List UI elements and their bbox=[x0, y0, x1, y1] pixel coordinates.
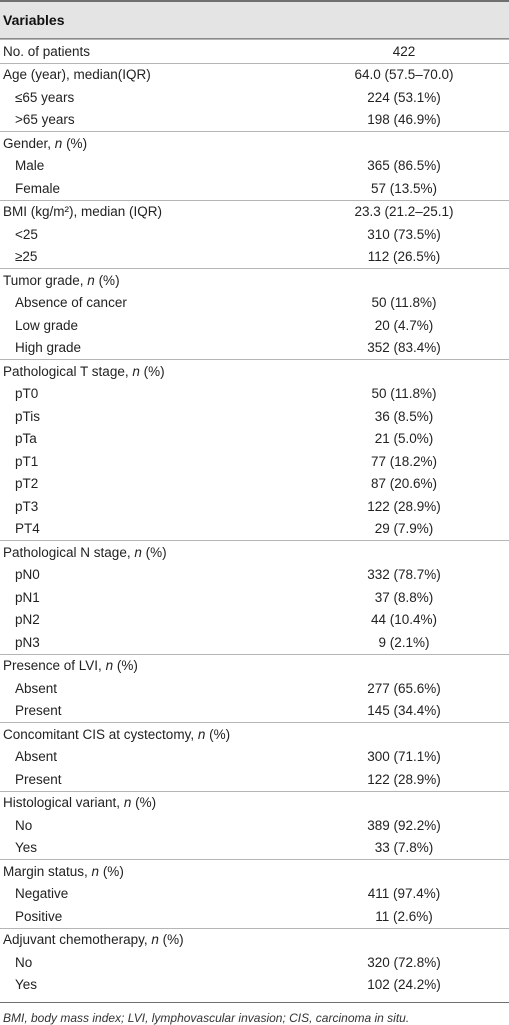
table-footnote: BMI, body mass index; LVI, lymphovascular invasion; CIS, carcinoma in situ. bbox=[3, 1011, 410, 1025]
table-row bbox=[0, 86, 509, 109]
table-header bbox=[0, 2, 509, 39]
row-value: 29 (7.9%) bbox=[374, 521, 434, 537]
row-label: No. of patients bbox=[3, 43, 91, 59]
row-value: 102 (24.2%) bbox=[367, 977, 441, 993]
category-row bbox=[0, 200, 509, 224]
row-label: pT2 bbox=[15, 476, 39, 492]
row-value: 198 (46.9%) bbox=[367, 112, 441, 128]
row-value: 145 (34.4%) bbox=[367, 703, 441, 719]
row-value: 122 (28.9%) bbox=[367, 771, 441, 787]
row-value: 122 (28.9%) bbox=[367, 498, 441, 514]
row-label: >65 years bbox=[15, 112, 75, 128]
row-value: 57 (13.5%) bbox=[370, 180, 438, 196]
row-label: ≥25 bbox=[15, 249, 38, 265]
row-label: Yes bbox=[15, 977, 38, 993]
row-label: pTa bbox=[15, 431, 37, 447]
row-value: 9 (2.1%) bbox=[378, 634, 430, 650]
row-value: 300 (71.1%) bbox=[367, 749, 441, 765]
row-value: 44 (10.4%) bbox=[370, 612, 438, 628]
row-value: 37 (8.8%) bbox=[374, 589, 434, 605]
row-label: pN0 bbox=[15, 567, 40, 583]
row-label: Histological variant, n (%) bbox=[3, 795, 157, 811]
table-row bbox=[0, 450, 509, 473]
row-value: 389 (92.2%) bbox=[367, 817, 441, 833]
row-label: pN3 bbox=[15, 634, 40, 650]
row-label: Presence of LVI, n (%) bbox=[3, 658, 138, 674]
table-row bbox=[0, 631, 509, 654]
row-label: High grade bbox=[15, 340, 82, 356]
row-label: Absence of cancer bbox=[15, 295, 127, 311]
row-value: 411 (97.4%) bbox=[367, 886, 441, 902]
table-row bbox=[0, 405, 509, 428]
category-row bbox=[0, 63, 509, 87]
row-value: 20 (4.7%) bbox=[374, 317, 434, 333]
row-label: pN1 bbox=[15, 589, 40, 605]
table-row bbox=[0, 564, 509, 587]
table-row bbox=[0, 883, 509, 906]
table-body bbox=[0, 39, 509, 996]
table-row bbox=[0, 586, 509, 609]
row-value: 277 (65.6%) bbox=[367, 680, 441, 696]
table-row bbox=[0, 428, 509, 451]
table-row bbox=[0, 223, 509, 246]
row-label: Female bbox=[15, 180, 61, 196]
table-row bbox=[0, 383, 509, 406]
category-row bbox=[0, 359, 509, 383]
table-row bbox=[0, 746, 509, 769]
category-row bbox=[0, 722, 509, 746]
category-row bbox=[0, 791, 509, 815]
row-value: 50 (11.8%) bbox=[371, 295, 437, 311]
row-label: Pathological N stage, n (%) bbox=[3, 544, 167, 560]
row-value: 50 (11.8%) bbox=[371, 386, 437, 402]
row-label: BMI (kg/m²), median (IQR) bbox=[3, 204, 163, 220]
row-label: Present bbox=[15, 703, 62, 719]
table-row bbox=[0, 905, 509, 928]
row-label: Negative bbox=[15, 886, 69, 902]
category-row bbox=[0, 131, 509, 155]
row-value: 320 (72.8%) bbox=[367, 954, 441, 970]
row-label: Pathological T stage, n (%) bbox=[3, 363, 165, 379]
row-value: 365 (86.5%) bbox=[367, 158, 441, 174]
row-label: No bbox=[15, 954, 33, 970]
row-label: Tumor grade, n (%) bbox=[3, 272, 120, 288]
row-label: Absent bbox=[15, 680, 58, 696]
table-row bbox=[0, 246, 509, 269]
row-value: 352 (83.4%) bbox=[367, 340, 441, 356]
table-row bbox=[0, 314, 509, 337]
table-row bbox=[0, 495, 509, 518]
row-label: Adjuvant chemotherapy, n (%) bbox=[3, 932, 184, 948]
row-label: pTis bbox=[15, 408, 41, 424]
row-label: <25 bbox=[15, 226, 38, 242]
table-row bbox=[0, 837, 509, 860]
category-row bbox=[0, 654, 509, 678]
table-row bbox=[0, 768, 509, 791]
row-label: Yes bbox=[15, 840, 38, 856]
row-value: 310 (73.5%) bbox=[367, 226, 441, 242]
row-label: No bbox=[15, 817, 33, 833]
row-value: 36 (8.5%) bbox=[374, 408, 434, 424]
table-row bbox=[0, 155, 509, 178]
table-row bbox=[0, 677, 509, 700]
table-row bbox=[0, 700, 509, 723]
row-label: Age (year), median(IQR) bbox=[3, 67, 151, 83]
row-value: 23.3 (21.2–25.1) bbox=[354, 204, 454, 220]
category-row bbox=[0, 540, 509, 564]
row-label: Concomitant CIS at cystectomy, n (%) bbox=[3, 726, 231, 742]
row-value: 332 (78.7%) bbox=[367, 567, 441, 583]
row-label: ≤65 years bbox=[15, 89, 75, 105]
category-row bbox=[0, 39, 509, 63]
row-label: Positive bbox=[15, 908, 63, 924]
table-row bbox=[0, 518, 509, 541]
table-row bbox=[0, 609, 509, 632]
row-value: 64.0 (57.5–70.0) bbox=[354, 67, 454, 83]
category-row bbox=[0, 268, 509, 292]
row-label: Male bbox=[15, 158, 45, 174]
table-row bbox=[0, 177, 509, 200]
row-value: 112 (26.5%) bbox=[367, 249, 441, 265]
row-label: pT3 bbox=[15, 498, 39, 514]
row-label: Margin status, n (%) bbox=[3, 863, 124, 879]
row-value: 77 (18.2%) bbox=[370, 453, 438, 469]
table-row bbox=[0, 337, 509, 360]
row-value: 33 (7.8%) bbox=[374, 840, 434, 856]
row-value: 224 (53.1%) bbox=[367, 89, 441, 105]
category-row bbox=[0, 928, 509, 952]
table-row bbox=[0, 974, 509, 997]
row-label: PT4 bbox=[15, 521, 40, 537]
row-label: Present bbox=[15, 771, 62, 787]
row-value: 11 (2.6%) bbox=[375, 908, 433, 924]
table-row bbox=[0, 473, 509, 496]
row-value: 21 (5.0%) bbox=[374, 431, 434, 447]
row-label: Gender, n (%) bbox=[3, 135, 88, 151]
header-variables: Variables bbox=[3, 12, 65, 28]
table-row bbox=[0, 109, 509, 132]
row-label: pT0 bbox=[15, 386, 39, 402]
category-row bbox=[0, 859, 509, 883]
table-row bbox=[0, 292, 509, 315]
table-row bbox=[0, 814, 509, 837]
row-label: pN2 bbox=[15, 612, 40, 628]
row-label: Low grade bbox=[15, 317, 79, 333]
row-label: Absent bbox=[15, 749, 58, 765]
table-row bbox=[0, 951, 509, 974]
row-value: 87 (20.6%) bbox=[370, 476, 438, 492]
row-label: pT1 bbox=[15, 453, 39, 469]
row-value: 422 bbox=[392, 43, 416, 59]
